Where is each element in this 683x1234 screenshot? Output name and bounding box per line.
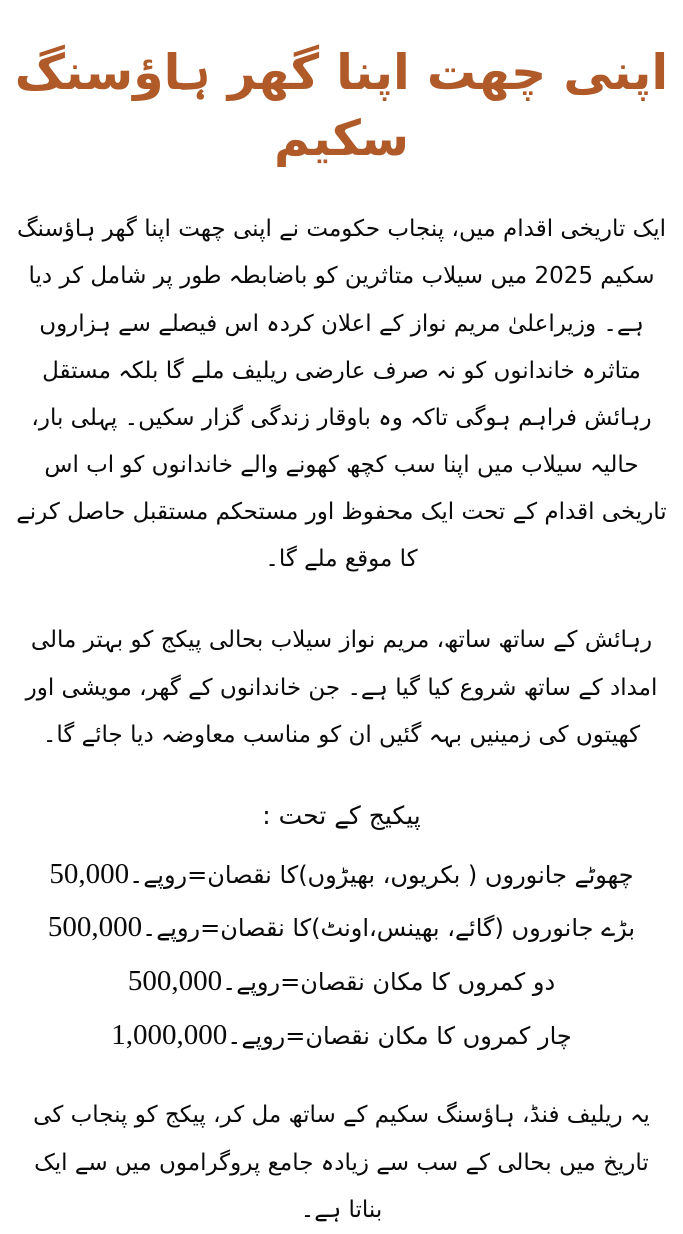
compensation-list xyxy=(10,848,673,1063)
compensation-item-label: دو کمروں کا مکان نقصان=روپے۔ xyxy=(222,968,556,997)
compensation-item-label: بڑے جانوروں (گائے، بھینس،اونٹ)کا نقصان=روپے۔ xyxy=(142,914,636,943)
compensation-amount: 1,000,000 xyxy=(111,1018,228,1051)
compensation-item-label: چھوٹے جانوروں ( بکریوں، بھیڑوں)کا نقصان=روپے۔ xyxy=(129,860,634,889)
compensation-item-small-animals xyxy=(10,848,673,902)
compensation-item-four-room-house xyxy=(10,1009,673,1063)
compensation-item-two-room-house xyxy=(10,955,673,1009)
compensation-amount: 50,000 xyxy=(49,857,130,890)
intro-paragraph: ایک تاریخی اقدام میں، پنجاب حکومت نے اپنی چھت اپنا گھر ہاؤسنگ سکیم 2025 میں سیلاب متاثرین کو باضابطہ طور پر شامل کر دیا ہے۔ وزیراعلیٰ مریم نواز کے اعلان کردہ اس فیصلے سے ہزاروں متاثرہ خاندانوں کو نہ صرف عارضی ریلیف ملے گا بلکہ مستقل رہائش فراہم ہوگی تاکہ وہ باوقار زندگی گزار سکیں۔ پہلی بار، حالیہ سیلاب میں اپنا سب کچھ کھونے والے خاندانوں کو اب اس تاریخی اقدام کے تحت ایک محفوظ اور مستحکم مستقبل حاصل کرنے کا موقع ملے گا۔ xyxy=(16,216,667,573)
closing-paragraph: یہ ریلیف فنڈ، ہاؤسنگ سکیم کے ساتھ مل کر، پیکج کو پنجاب کی تاریخ میں بحالی کے سب سے زیادہ جامع پروگراموں میں سے ایک بناتا ہے۔ xyxy=(33,1102,650,1223)
package-intro-paragraph: رہائش کے ساتھ ساتھ، مریم نواز سیلاب بحالی پیکج کو بہتر مالی امداد کے ساتھ شروع کیا گیا ہے۔ جن خاندانوں کے گھر، مویشی اور کھیتوں کی زمینیں بہہ گئیں ان کو مناسب معاوضہ دیا جائے گا۔ xyxy=(25,627,658,748)
page-title: اپنی چھت اپنا گھر ہاؤسنگ سکیم xyxy=(14,44,669,168)
compensation-item-label: چار کمروں کا مکان نقصان=روپے۔ xyxy=(227,1021,572,1050)
compensation-amount: 500,000 xyxy=(127,965,223,998)
compensation-item-large-animals xyxy=(10,901,673,955)
compensation-amount: 500,000 xyxy=(47,911,143,944)
package-heading: پیکیج کے تحت : xyxy=(262,800,421,830)
